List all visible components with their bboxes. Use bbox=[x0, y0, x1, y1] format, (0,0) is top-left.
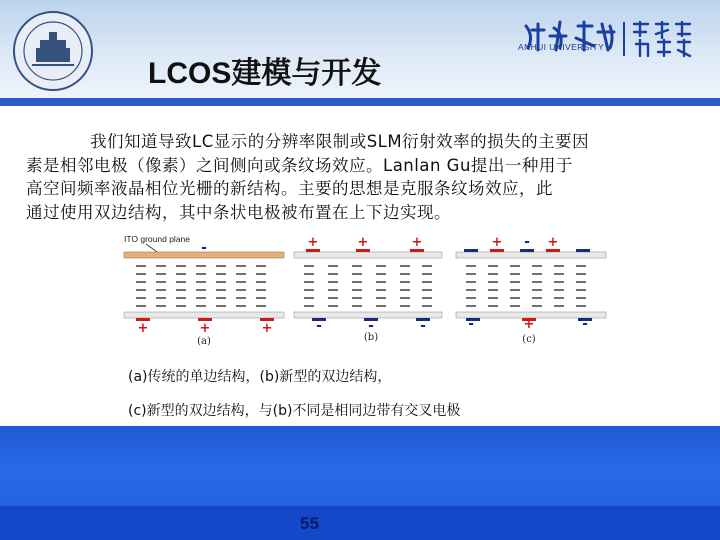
university-logo-calligraphy bbox=[518, 18, 718, 60]
paragraph-line: 通过使用双边结构，其中条状电极被布置在上下边实现。 bbox=[26, 202, 451, 222]
svg-text:+: + bbox=[307, 235, 319, 250]
svg-text:+: + bbox=[199, 321, 211, 336]
svg-text:+: + bbox=[523, 317, 535, 332]
svg-text:-: - bbox=[468, 316, 474, 332]
svg-text:-: - bbox=[420, 318, 426, 334]
svg-text:+: + bbox=[357, 235, 369, 250]
panel-label-c: (c) bbox=[522, 334, 536, 345]
svg-text:+: + bbox=[411, 235, 423, 250]
panel-b-structure bbox=[294, 235, 442, 343]
svg-text:-: - bbox=[201, 240, 207, 256]
panel-c-structure bbox=[456, 234, 606, 345]
body-paragraph bbox=[26, 130, 688, 224]
paragraph-line: 素是相邻电极（像素）之间侧向或条纹场效应。Lanlan Gu提出一种用于 bbox=[26, 155, 573, 175]
paragraph-line: 我们知道导致LC显示的分辨率限制或SLM衍射效率的损失的主要因 bbox=[90, 132, 590, 151]
header-divider-bar bbox=[0, 98, 720, 106]
footer-base bbox=[0, 506, 720, 540]
svg-text:+: + bbox=[491, 235, 503, 250]
slide-title: LCOS建模与开发 bbox=[148, 57, 382, 90]
university-seal-logo bbox=[12, 10, 94, 92]
panel-label-a: (a) bbox=[197, 336, 211, 347]
figure-caption-line-2: (c)新型的双边结构，与(b)不同是相同边带有交叉电极 bbox=[128, 403, 461, 419]
electrode-structure-figure bbox=[116, 232, 616, 350]
panel-label-b: (b) bbox=[363, 332, 379, 343]
panel-a-structure bbox=[124, 240, 284, 347]
figure-caption-line-1: (a)传统的单边结构，(b)新型的双边结构， bbox=[128, 369, 392, 385]
page-number: 55 bbox=[300, 514, 319, 533]
svg-text:+: + bbox=[137, 321, 149, 336]
svg-text:+: + bbox=[261, 321, 273, 336]
svg-text:-: - bbox=[368, 318, 374, 334]
svg-text:+: + bbox=[547, 235, 559, 250]
svg-text:-: - bbox=[524, 234, 530, 250]
ito-ground-plane-label: ITO ground plane bbox=[124, 234, 190, 244]
svg-text:-: - bbox=[316, 318, 322, 334]
paragraph-line: 高空间频率液晶相位光栅的新结构。主要的思想是克服条纹场效应，此 bbox=[26, 179, 553, 198]
svg-text:-: - bbox=[582, 316, 588, 332]
university-english-name: ANHUI UNIVERSITY bbox=[518, 42, 605, 52]
